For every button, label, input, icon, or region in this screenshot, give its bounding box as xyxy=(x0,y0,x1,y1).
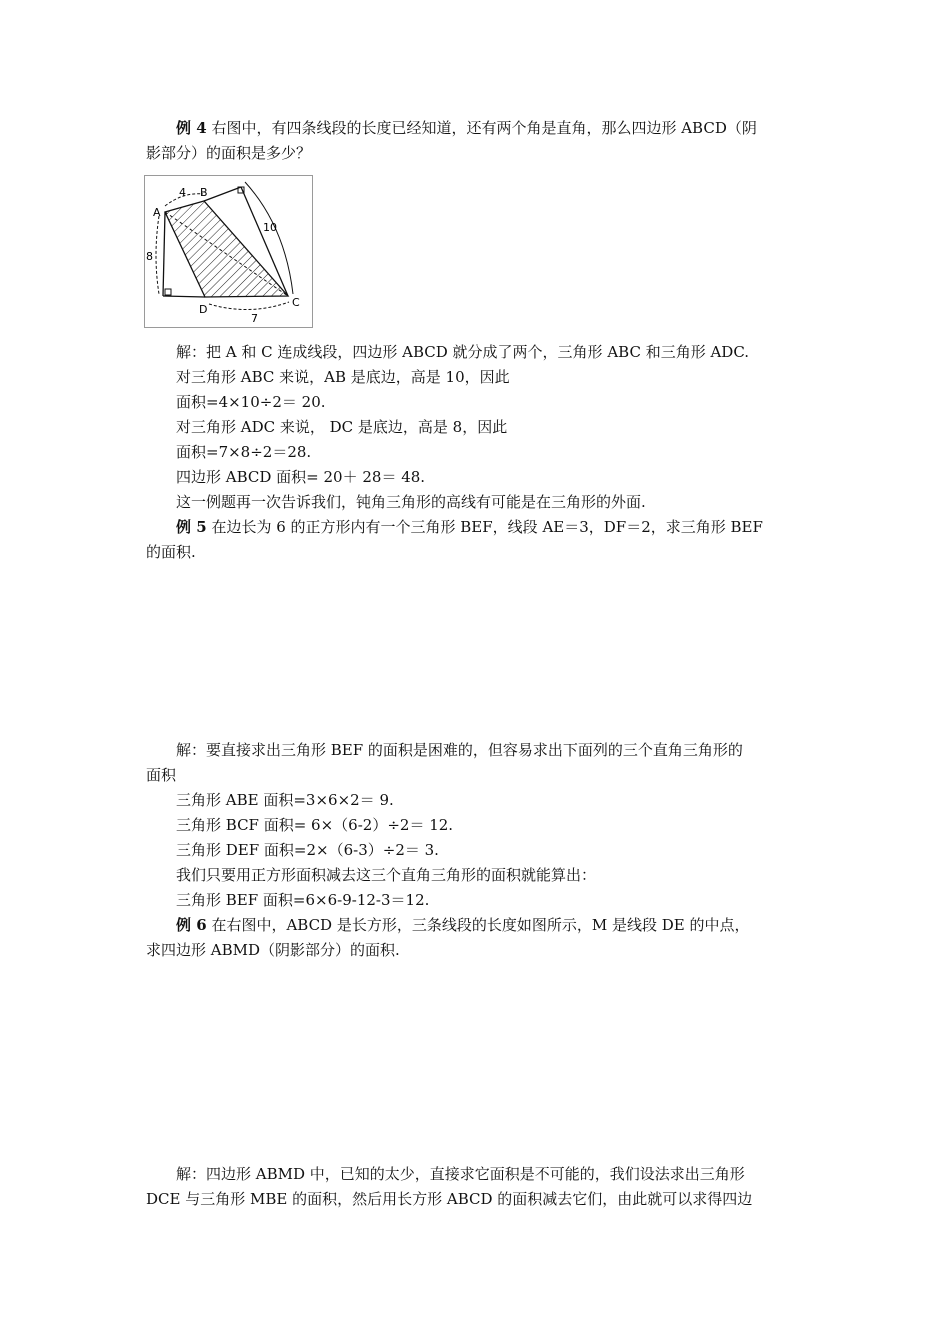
length-label-dc: 7 xyxy=(251,312,258,325)
segment-b-to-top xyxy=(204,187,241,201)
ex5-line-bcf: 三角形 BCF 面积= 6×（6-2）÷2＝ 12. xyxy=(176,816,454,834)
ex4-solution-line7: 这一例题再一次告诉我们，钝角三角形的高线有可能是在三角形的外面. xyxy=(176,493,646,511)
length-label-ad: 8 xyxy=(146,250,153,263)
ex5-solution-line1: 解：要直接求出三角形 BEF 的面积是困难的，但容易求出下面列的三个直角三角形的 xyxy=(176,741,743,759)
point-label-c: C xyxy=(292,296,300,309)
ex5-solution-line2: 面积 xyxy=(146,766,177,784)
ex6-solution-line1: 解：四边形 ABMD 中，已知的太少，直接求它面积是不可能的，我们设法求出三角形 xyxy=(176,1165,745,1183)
point-label-b: B xyxy=(200,186,208,199)
ex5-line-bef: 三角形 BEF 面积=6×6-9-12-3＝12. xyxy=(176,891,430,909)
length-label-bc: 10 xyxy=(263,221,277,234)
ex6-label: 例 6 xyxy=(176,916,207,934)
ex5-question-text-1: 在边长为 6 的正方形内有一个三角形 BEF，线段 AE＝3，DF＝2，求三角形 BEF xyxy=(206,518,763,536)
length-label-ab: 4 xyxy=(179,186,186,199)
segment-a-to-corner xyxy=(163,212,165,296)
ex5-question-line2: 的面积. xyxy=(146,543,196,561)
ex4-solution-line4: 对三角形 ADC 来说， DC 是底边，高是 8，因此 xyxy=(176,418,508,436)
ex4-solution-line5: 面积=7×8÷2＝28. xyxy=(176,443,312,461)
ex4-question-line1 xyxy=(176,118,757,138)
shaded-quadrilateral xyxy=(165,201,288,297)
ex6-solution-line2: DCE 与三角形 MBE 的面积，然后用长方形 ABCD 的面积减去它们，由此就可以求得四边 xyxy=(146,1190,753,1208)
ex6-question-text-1: 在右图中，ABCD 是长方形，三条线段的长度如图所示，M 是线段 DE 的中点， xyxy=(206,916,750,934)
right-angle-mark-lower xyxy=(165,289,171,295)
quadrilateral-abcd-figure xyxy=(144,175,313,328)
ex5-line-method: 我们只要用正方形面积减去这三个直角三角形的面积就能算出： xyxy=(176,866,597,884)
ex4-solution-line2: 对三角形 ABC 来说，AB 是底边，高是 10，因此 xyxy=(176,368,510,386)
ex4-solution-line3: 面积=4×10÷2＝ 20. xyxy=(176,393,326,411)
ex4-question-line2: 影部分）的面积是多少？ xyxy=(146,144,312,162)
ex4-label: 例 4 xyxy=(176,119,207,137)
dimension-arc-ad xyxy=(156,216,159,294)
ex5-line-abe: 三角形 ABE 面积=3×6×2＝ 9. xyxy=(176,791,394,809)
ex4-solution-line6: 四边形 ABCD 面积= 20＋ 28＝ 48. xyxy=(176,468,426,486)
ex4-solution-line1: 解：把 A 和 C 连成线段，四边形 ABCD 就分成了两个，三角形 ABC 和三角形 ADC. xyxy=(176,343,750,361)
ex5-question-line1 xyxy=(176,517,763,537)
ex6-question-line2: 求四边形 ABMD（阴影部分）的面积. xyxy=(146,941,400,959)
dimension-arc-dc xyxy=(209,302,289,310)
ex5-label: 例 5 xyxy=(176,518,207,536)
segment-corner-to-d xyxy=(163,296,205,297)
point-label-d: D xyxy=(199,303,208,316)
ex6-question-line1 xyxy=(176,915,750,935)
point-label-a: A xyxy=(153,206,161,219)
ex4-question-text-1: 右图中，有四条线段的长度已经知道，还有两个角是直角，那么四边形 ABCD（阴 xyxy=(206,119,757,137)
ex5-line-def: 三角形 DEF 面积=2×（6-3）÷2＝ 3. xyxy=(176,841,439,859)
